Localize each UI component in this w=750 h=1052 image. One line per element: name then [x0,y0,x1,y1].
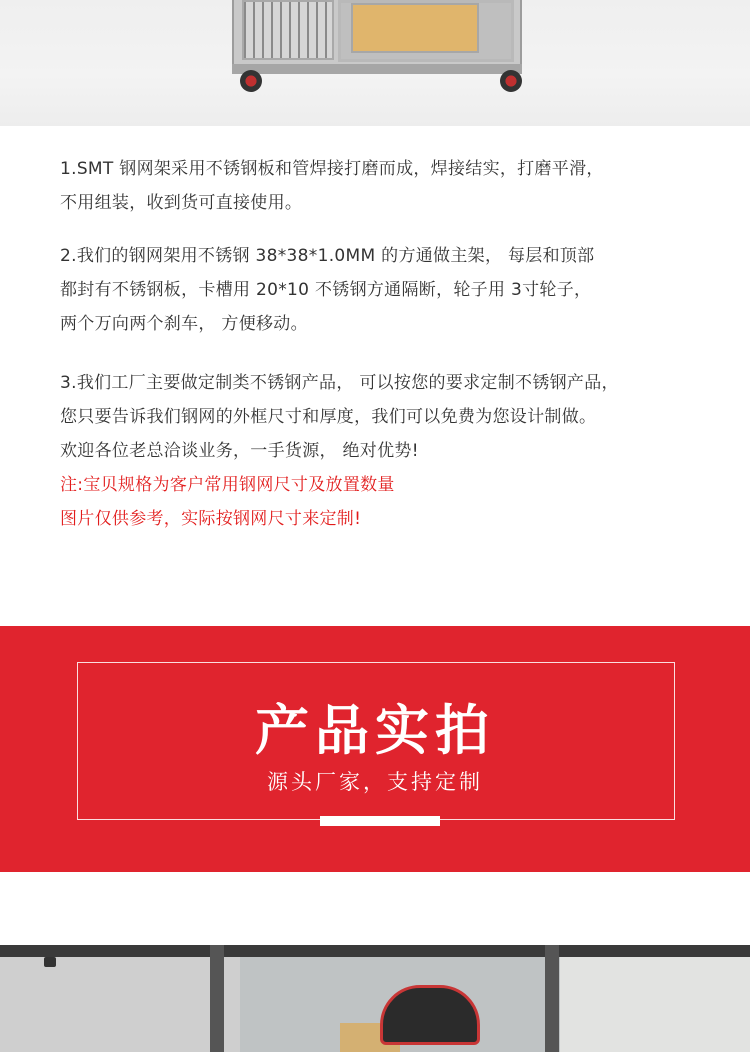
top-product-photo [0,0,750,126]
stencil-cabinet-image [232,0,522,74]
text-line: 都封有不锈钢板，卡槽用 20*10 不锈钢方通隔断，轮子用 3寸轮子， [60,280,592,300]
text-line: 您只要告诉我们钢网的外框尺寸和厚度，我们可以免费为您设计制做。 [60,407,597,427]
description-paragraph-1 [60,152,604,220]
partition-post [545,945,559,1052]
partition-post [210,945,224,1052]
sliding-door [338,0,514,62]
bottom-product-photo [0,945,750,1052]
caster-wheel-icon [500,70,522,92]
ceiling-strip [0,945,750,957]
note-line: 注:宝贝规格为客户常用钢网尺寸及放置数量 [60,475,395,495]
wall-panel [0,957,240,1052]
caster-wheel-icon [240,70,262,92]
banner-underline [320,816,440,826]
text-line: 1.SMT 钢网架采用不锈钢板和管焊接打磨而成，焊接结实，打磨平滑， [60,159,604,179]
description-paragraph-3 [60,366,619,536]
description-paragraph-2 [60,239,594,341]
product-description [0,126,750,626]
cabinet-base [232,64,522,74]
door-pane [351,3,479,53]
text-line: 2.我们的钢网架用不锈钢 38*38*1.0MM 的方通做主架， 每层和顶部 [60,246,595,266]
window-panel [560,957,750,1052]
note-line: 图片仅供参考，实际按钢网尺寸来定制! [60,509,362,529]
banner-subtitle: 源头厂家，支持定制 [267,770,483,794]
text-line: 两个万向两个刹车， 方便移动。 [60,314,308,334]
banner-title: 产品实拍 [255,699,495,762]
camera-icon [44,957,56,967]
text-line: 欢迎各位老总洽谈业务，一手货源， 绝对优势! [60,441,419,461]
text-line: 3.我们工厂主要做定制类不锈钢产品， 可以按您的要求定制不锈钢产品， [60,373,619,393]
stencil-rack-slots [242,0,334,60]
text-line: 不用组装，收到货可直接使用。 [60,193,303,213]
office-chair [380,985,480,1045]
section-banner [0,626,750,872]
